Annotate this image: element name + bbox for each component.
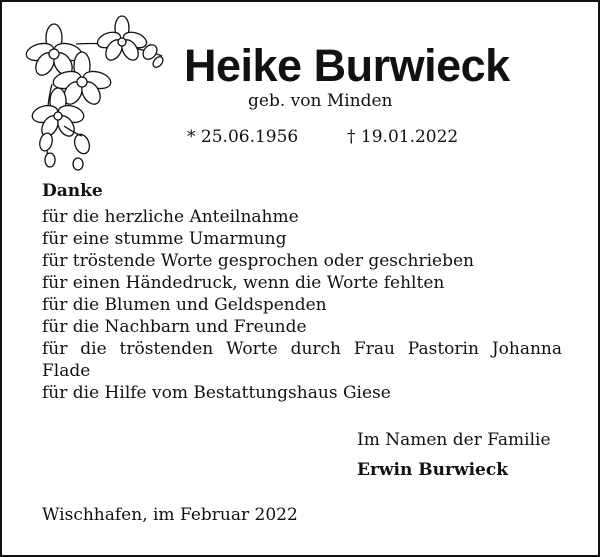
death-date: † 19.01.2022 bbox=[347, 127, 459, 147]
thanks-text bbox=[42, 180, 562, 404]
thanks-line: für eine stumme Umarmung bbox=[42, 229, 287, 249]
place-date: Wischhafen, im Februar 2022 bbox=[42, 505, 298, 525]
thanks-line: für die Hilfe vom Bestattungshaus Giese bbox=[42, 383, 391, 403]
orchid-icon bbox=[24, 14, 164, 172]
maiden-name: geb. von Minden bbox=[248, 91, 393, 111]
signature-intro: Im Namen der Familie bbox=[357, 430, 551, 450]
signature-name: Erwin Burwieck bbox=[357, 460, 509, 480]
thanks-line: für die Blumen und Geldspenden bbox=[42, 295, 327, 315]
thanks-heading: Danke bbox=[42, 181, 103, 201]
birth-date: * 25.06.1956 bbox=[187, 127, 299, 147]
thanks-line: Flade bbox=[42, 361, 91, 381]
thanks-line: für die herzliche Anteilnahme bbox=[42, 207, 299, 227]
thanks-line: für tröstende Worte gesprochen oder geschrieben bbox=[42, 251, 475, 271]
thanks-line: für einen Händedruck, wenn die Worte fehlten bbox=[42, 273, 445, 293]
thanks-line: für die tröstenden Worte durch Frau Pastorin Johanna bbox=[42, 339, 562, 359]
thanks-line: für die Nachbarn und Freunde bbox=[42, 317, 307, 337]
deceased-name: Heike Burwieck bbox=[184, 40, 510, 91]
